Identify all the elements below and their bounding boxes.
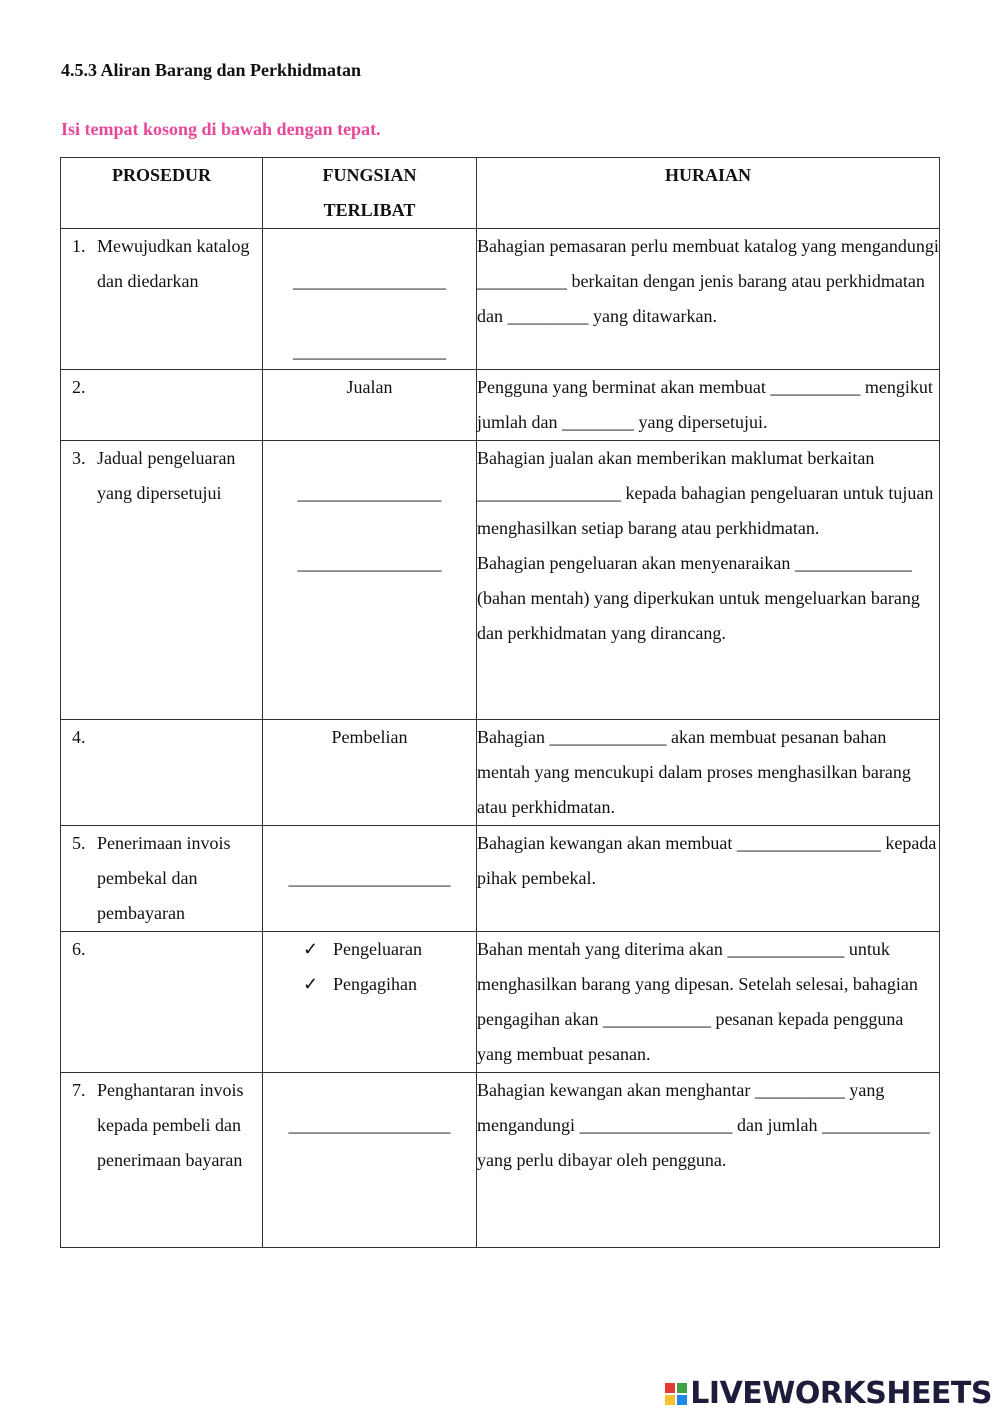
logo-mark-icon xyxy=(665,1383,687,1405)
logo-square xyxy=(665,1383,675,1393)
checkmark-icon: ✓ xyxy=(303,974,319,994)
table-row xyxy=(61,370,940,441)
procedure-cell[interactable]: 6. xyxy=(61,932,263,1073)
function-blank[interactable]: _________________ xyxy=(293,271,446,291)
logo-square xyxy=(677,1383,687,1393)
function-blank[interactable]: __________________ xyxy=(288,1115,451,1135)
worksheet-table xyxy=(60,157,940,1248)
function-blank[interactable]: __________________ xyxy=(288,868,451,888)
checklist-item: ✓ Pengagihan xyxy=(303,967,476,1002)
procedure-cell[interactable]: 4. xyxy=(61,720,263,826)
description-cell[interactable]: Bahagian jualan akan memberikan maklumat berkaitan ________________ kepada bahagian pengeluaran untuk tujuan menghasilkan setiap barang atau perkhidmatan. Bahagian pengeluaran akan menyenaraikan _____________ (bahan mentah) yang diperkukan untuk mengeluarkan barang dan perkhidmatan yang dirancang. xyxy=(477,441,940,720)
procedure-cell[interactable]: 2. xyxy=(61,370,263,441)
worksheet-heading: 4.5.3 Aliran Barang dan Perkhidmatan xyxy=(61,60,362,80)
function-cell xyxy=(263,441,477,720)
procedure-cell: 1. Mewujudkan katalog dan diedarkan xyxy=(61,229,263,370)
procedure-cell: 3. Jadual pengeluaran yang dipersetujui xyxy=(61,441,263,720)
table-row xyxy=(61,826,940,932)
function-cell: Pembelian xyxy=(263,720,477,826)
table-header-row xyxy=(61,158,940,229)
instruction-text: Isi tempat kosong di bawah dengan tepat. xyxy=(61,119,381,139)
checkmark-icon: ✓ xyxy=(303,939,319,959)
liveworksheets-logo xyxy=(665,1376,992,1411)
description-cell[interactable]: Bahagian kewangan akan menghantar __________ yang mengandungi _________________ dan jumlah ____________ yang perlu dibayar oleh pengguna. xyxy=(477,1073,940,1248)
header-procedure: PROSEDUR xyxy=(61,158,263,229)
logo-square xyxy=(677,1395,687,1405)
header-function: FUNGSIAN TERLIBAT xyxy=(263,158,477,229)
table-row xyxy=(61,441,940,720)
function-cell: Jualan xyxy=(263,370,477,441)
description-cell[interactable]: Bahagian pemasaran perlu membuat katalog yang mengandungi __________ berkaitan dengan jenis barang atau perkhidmatan dan _________ yang ditawarkan. xyxy=(477,229,940,370)
function-cell xyxy=(263,932,477,1073)
description-cell[interactable]: Bahagian kewangan akan membuat ________________ kepada pihak pembekal. xyxy=(477,826,940,932)
function-cell xyxy=(263,229,477,370)
header-description: HURAIAN xyxy=(477,158,940,229)
table-row xyxy=(61,1073,940,1248)
procedure-cell: 5. Penerimaan invois pembekal dan pembayaran xyxy=(61,826,263,932)
description-cell[interactable]: Pengguna yang berminat akan membuat __________ mengikut jumlah dan ________ yang dipersetujui. xyxy=(477,370,940,441)
checklist-item: ✓ Pengeluaran xyxy=(303,932,476,967)
logo-text: LIVEWORKSHEETS xyxy=(690,1376,992,1411)
function-blank[interactable]: ________________ xyxy=(297,483,442,503)
procedure-cell: 7. Penghantaran invois kepada pembeli dan penerimaan bayaran xyxy=(61,1073,263,1248)
function-cell xyxy=(263,1073,477,1248)
function-blank[interactable]: ________________ xyxy=(297,553,442,573)
table-row xyxy=(61,932,940,1073)
function-cell xyxy=(263,826,477,932)
table-row xyxy=(61,720,940,826)
function-blank[interactable]: _________________ xyxy=(293,341,446,361)
description-cell[interactable]: Bahagian _____________ akan membuat pesanan bahan mentah yang mencukupi dalam proses menghasilkan barang atau perkhidmatan. xyxy=(477,720,940,826)
table-row xyxy=(61,229,940,370)
logo-square xyxy=(665,1395,675,1405)
description-cell[interactable]: Bahan mentah yang diterima akan _____________ untuk menghasilkan barang yang dipesan. Setelah selesai, bahagian pengagihan akan ____________ pesanan kepada pengguna yang membuat pesanan. xyxy=(477,932,940,1073)
